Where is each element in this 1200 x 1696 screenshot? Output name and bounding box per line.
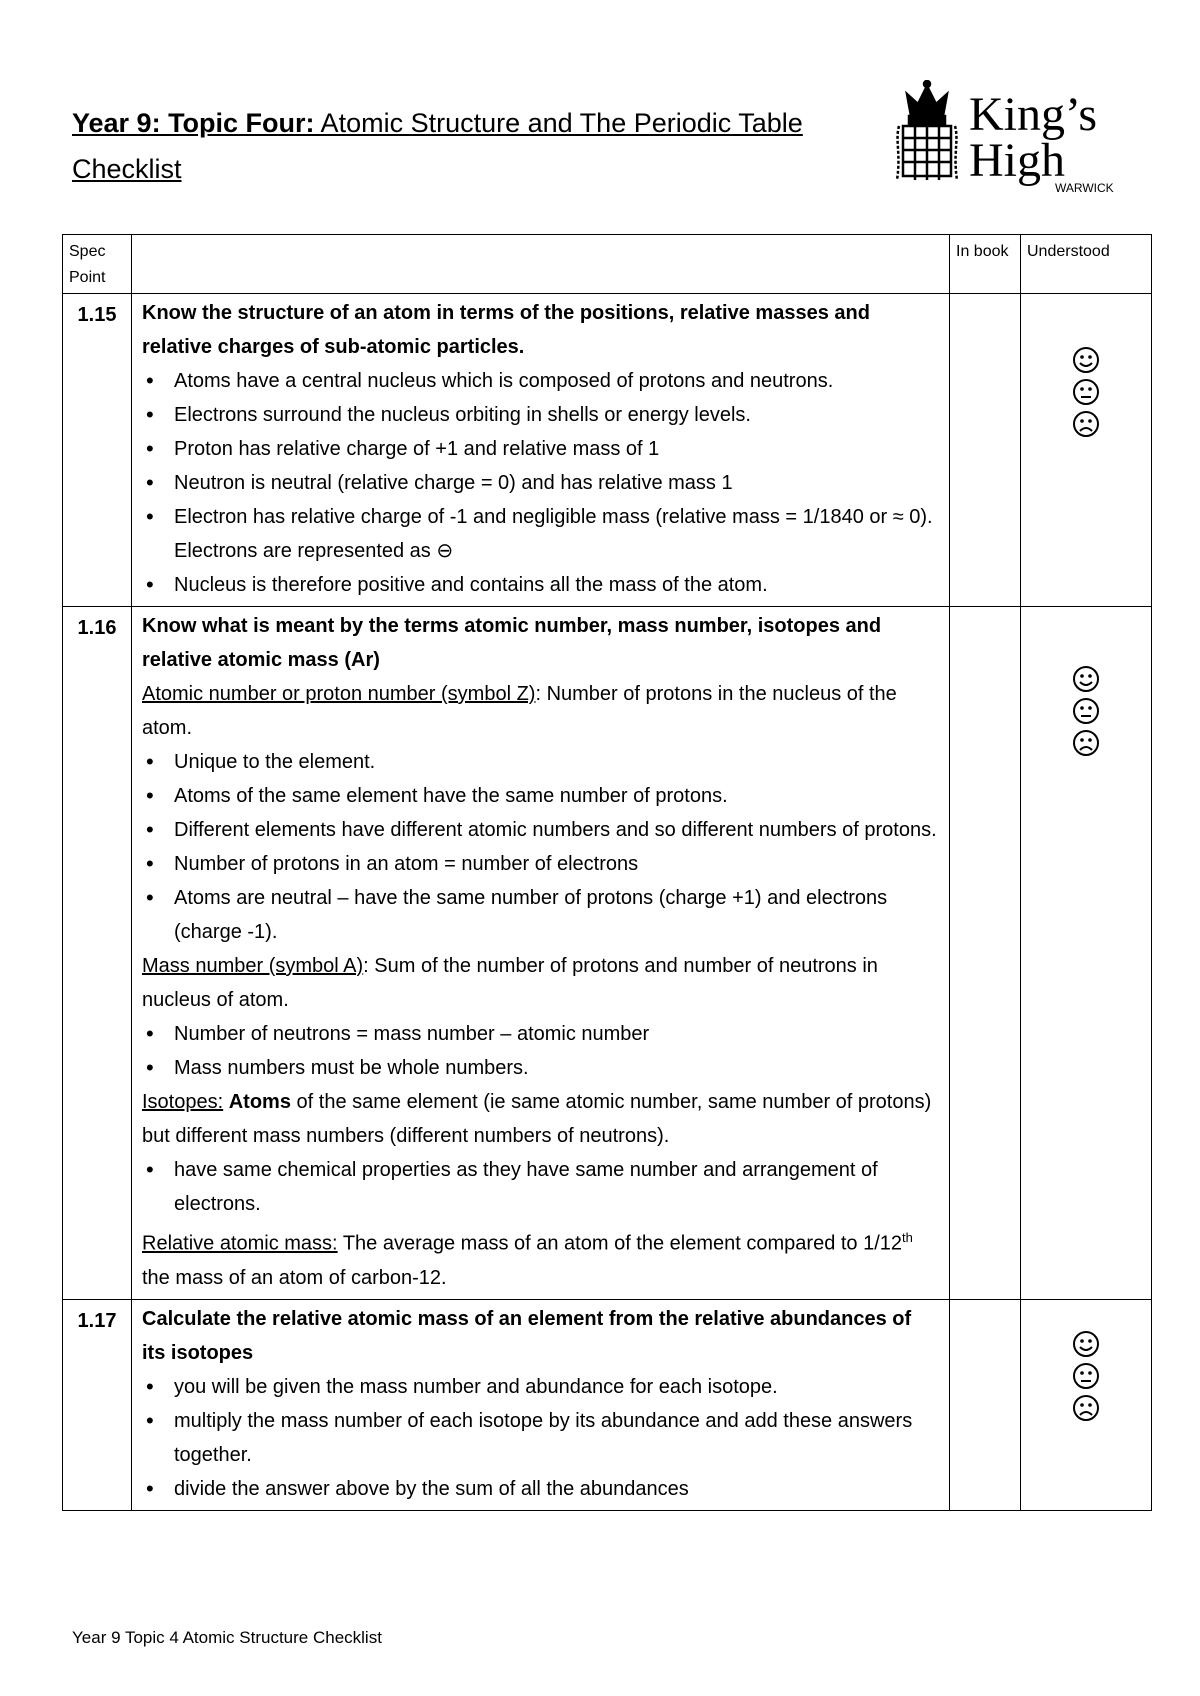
isotopes-definition [142, 1085, 939, 1153]
list-item: • Neutron is neutral (relative charge = 0) and has relative mass 1 [142, 466, 939, 500]
row-content [132, 294, 950, 607]
bullet-list [142, 1153, 939, 1221]
row-content [132, 607, 950, 1300]
school-logo [893, 80, 1133, 205]
sad-face-icon[interactable] [1071, 728, 1101, 758]
list-item: • Number of protons in an atom = number of electrons [142, 847, 939, 881]
understood-cell [1021, 294, 1152, 607]
neutral-face-icon[interactable] [1071, 1361, 1101, 1391]
isotopes-bold: Atoms [228, 1091, 291, 1113]
rating-faces [1021, 294, 1151, 440]
ram-def: The average mass of an atom of the element compared to 1/12 [337, 1232, 903, 1255]
header-desc [132, 235, 950, 294]
bullet-list [142, 364, 939, 602]
bullet-list [142, 1370, 939, 1506]
page-footer: Year 9 Topic 4 Atomic Structure Checklist [72, 1628, 382, 1647]
understood-cell [1021, 1299, 1152, 1510]
crown-portcullis-icon [897, 81, 957, 180]
logo-line2: High [969, 134, 1065, 187]
header-spec: Spec Point [63, 235, 132, 294]
mass-number-definition [142, 949, 939, 1017]
isotopes-term: Isotopes: [142, 1091, 224, 1113]
logo-sub: WARWICK [1055, 181, 1114, 195]
ram-sup: th [902, 1230, 913, 1245]
rating-faces [1021, 1300, 1151, 1424]
list-item: • have same chemical properties as they have same number and arrangement of electrons. [142, 1153, 939, 1221]
list-item: • Electrons surround the nucleus orbiting in shells or energy levels. [142, 398, 939, 432]
neutral-face-icon[interactable] [1071, 696, 1101, 726]
table-row [63, 607, 1152, 1300]
list-item: • Nucleus is therefore positive and contains all the mass of the atom. [142, 568, 939, 602]
row-lead: Know what is meant by the terms atomic number, mass number, isotopes and relative atomic mass (Ar) [142, 615, 882, 671]
happy-face-icon[interactable] [1071, 664, 1101, 694]
ram-end: the mass of an atom of carbon-12. [142, 1266, 447, 1289]
spec-point: 1.17 [63, 1299, 132, 1510]
spec-point: 1.15 [63, 294, 132, 607]
row-content [132, 1299, 950, 1510]
row-lead: Calculate the relative atomic mass of an element from the relative abundances of its isotopes [142, 1307, 912, 1364]
neutral-face-icon[interactable] [1071, 377, 1101, 407]
isotopes-def: of the same element (ie same atomic number, same number of protons) but different mass numbers (different numbers of neutrons). [142, 1091, 932, 1147]
list-item: • Mass numbers must be whole numbers. [142, 1051, 939, 1085]
atomic-number-definition [142, 677, 939, 745]
ram-term: Relative atomic mass: [142, 1232, 338, 1255]
in-book-cell[interactable] [950, 1299, 1021, 1510]
checklist-table [62, 234, 1152, 1511]
list-item: • divide the answer above by the sum of all the abundances [142, 1472, 939, 1506]
atomic-number-term: Atomic number or proton number (symbol Z) [142, 683, 536, 705]
understood-cell [1021, 607, 1152, 1300]
mass-number-def: : Sum of the number of protons and number of neutrons in nucleus of atom. [142, 955, 878, 1011]
mass-number-term: Mass number (symbol A) [142, 955, 364, 977]
logo-line1: King’s [969, 88, 1098, 141]
title-rest: Atomic Structure and The Periodic Table Checklist [72, 108, 803, 184]
atomic-number-def: : Number of protons in the nucleus of the atom. [142, 683, 897, 739]
list-item: • Atoms of the same element have the same number of protons. [142, 779, 939, 813]
happy-face-icon[interactable] [1071, 1329, 1101, 1359]
list-item: • Atoms have a central nucleus which is composed of protons and neutrons. [142, 364, 939, 398]
happy-face-icon[interactable] [1071, 345, 1101, 375]
rating-faces [1021, 607, 1151, 759]
header-understood: Understood [1021, 235, 1152, 294]
bullet-list [142, 1017, 939, 1085]
list-item: • multiply the mass number of each isotope by its abundance and add these answers together. [142, 1404, 939, 1472]
header-in-book: In book [950, 235, 1021, 294]
spec-point: 1.16 [63, 607, 132, 1300]
sad-face-icon[interactable] [1071, 1393, 1101, 1423]
list-item: • you will be given the mass number and abundance for each isotope. [142, 1370, 939, 1404]
list-item: • Electron has relative charge of -1 and negligible mass (relative mass = 1/1840 or ≈ 0). Electrons are represented as ⊖ [142, 500, 939, 568]
table-header-row [63, 235, 1152, 294]
in-book-cell[interactable] [950, 607, 1021, 1300]
table-row [63, 294, 1152, 607]
in-book-cell[interactable] [950, 294, 1021, 607]
bullet-list [142, 745, 939, 949]
list-item: • Unique to the element. [142, 745, 939, 779]
row-lead: Know the structure of an atom in terms of the positions, relative masses and relative charges of sub-atomic particles. [142, 302, 870, 358]
sad-face-icon[interactable] [1071, 409, 1101, 439]
list-item: • Different elements have different atomic numbers and so different numbers of protons. [142, 813, 939, 847]
ram-definition [142, 1221, 939, 1295]
table-row [63, 1299, 1152, 1510]
list-item: • Atoms are neutral – have the same number of protons (charge +1) and electrons (charge -1). [142, 881, 939, 949]
list-item: • Proton has relative charge of +1 and relative mass of 1 [142, 432, 939, 466]
list-item: • Number of neutrons = mass number – atomic number [142, 1017, 939, 1051]
page-title [72, 100, 852, 192]
title-prefix: Year 9: Topic Four: [72, 108, 315, 138]
